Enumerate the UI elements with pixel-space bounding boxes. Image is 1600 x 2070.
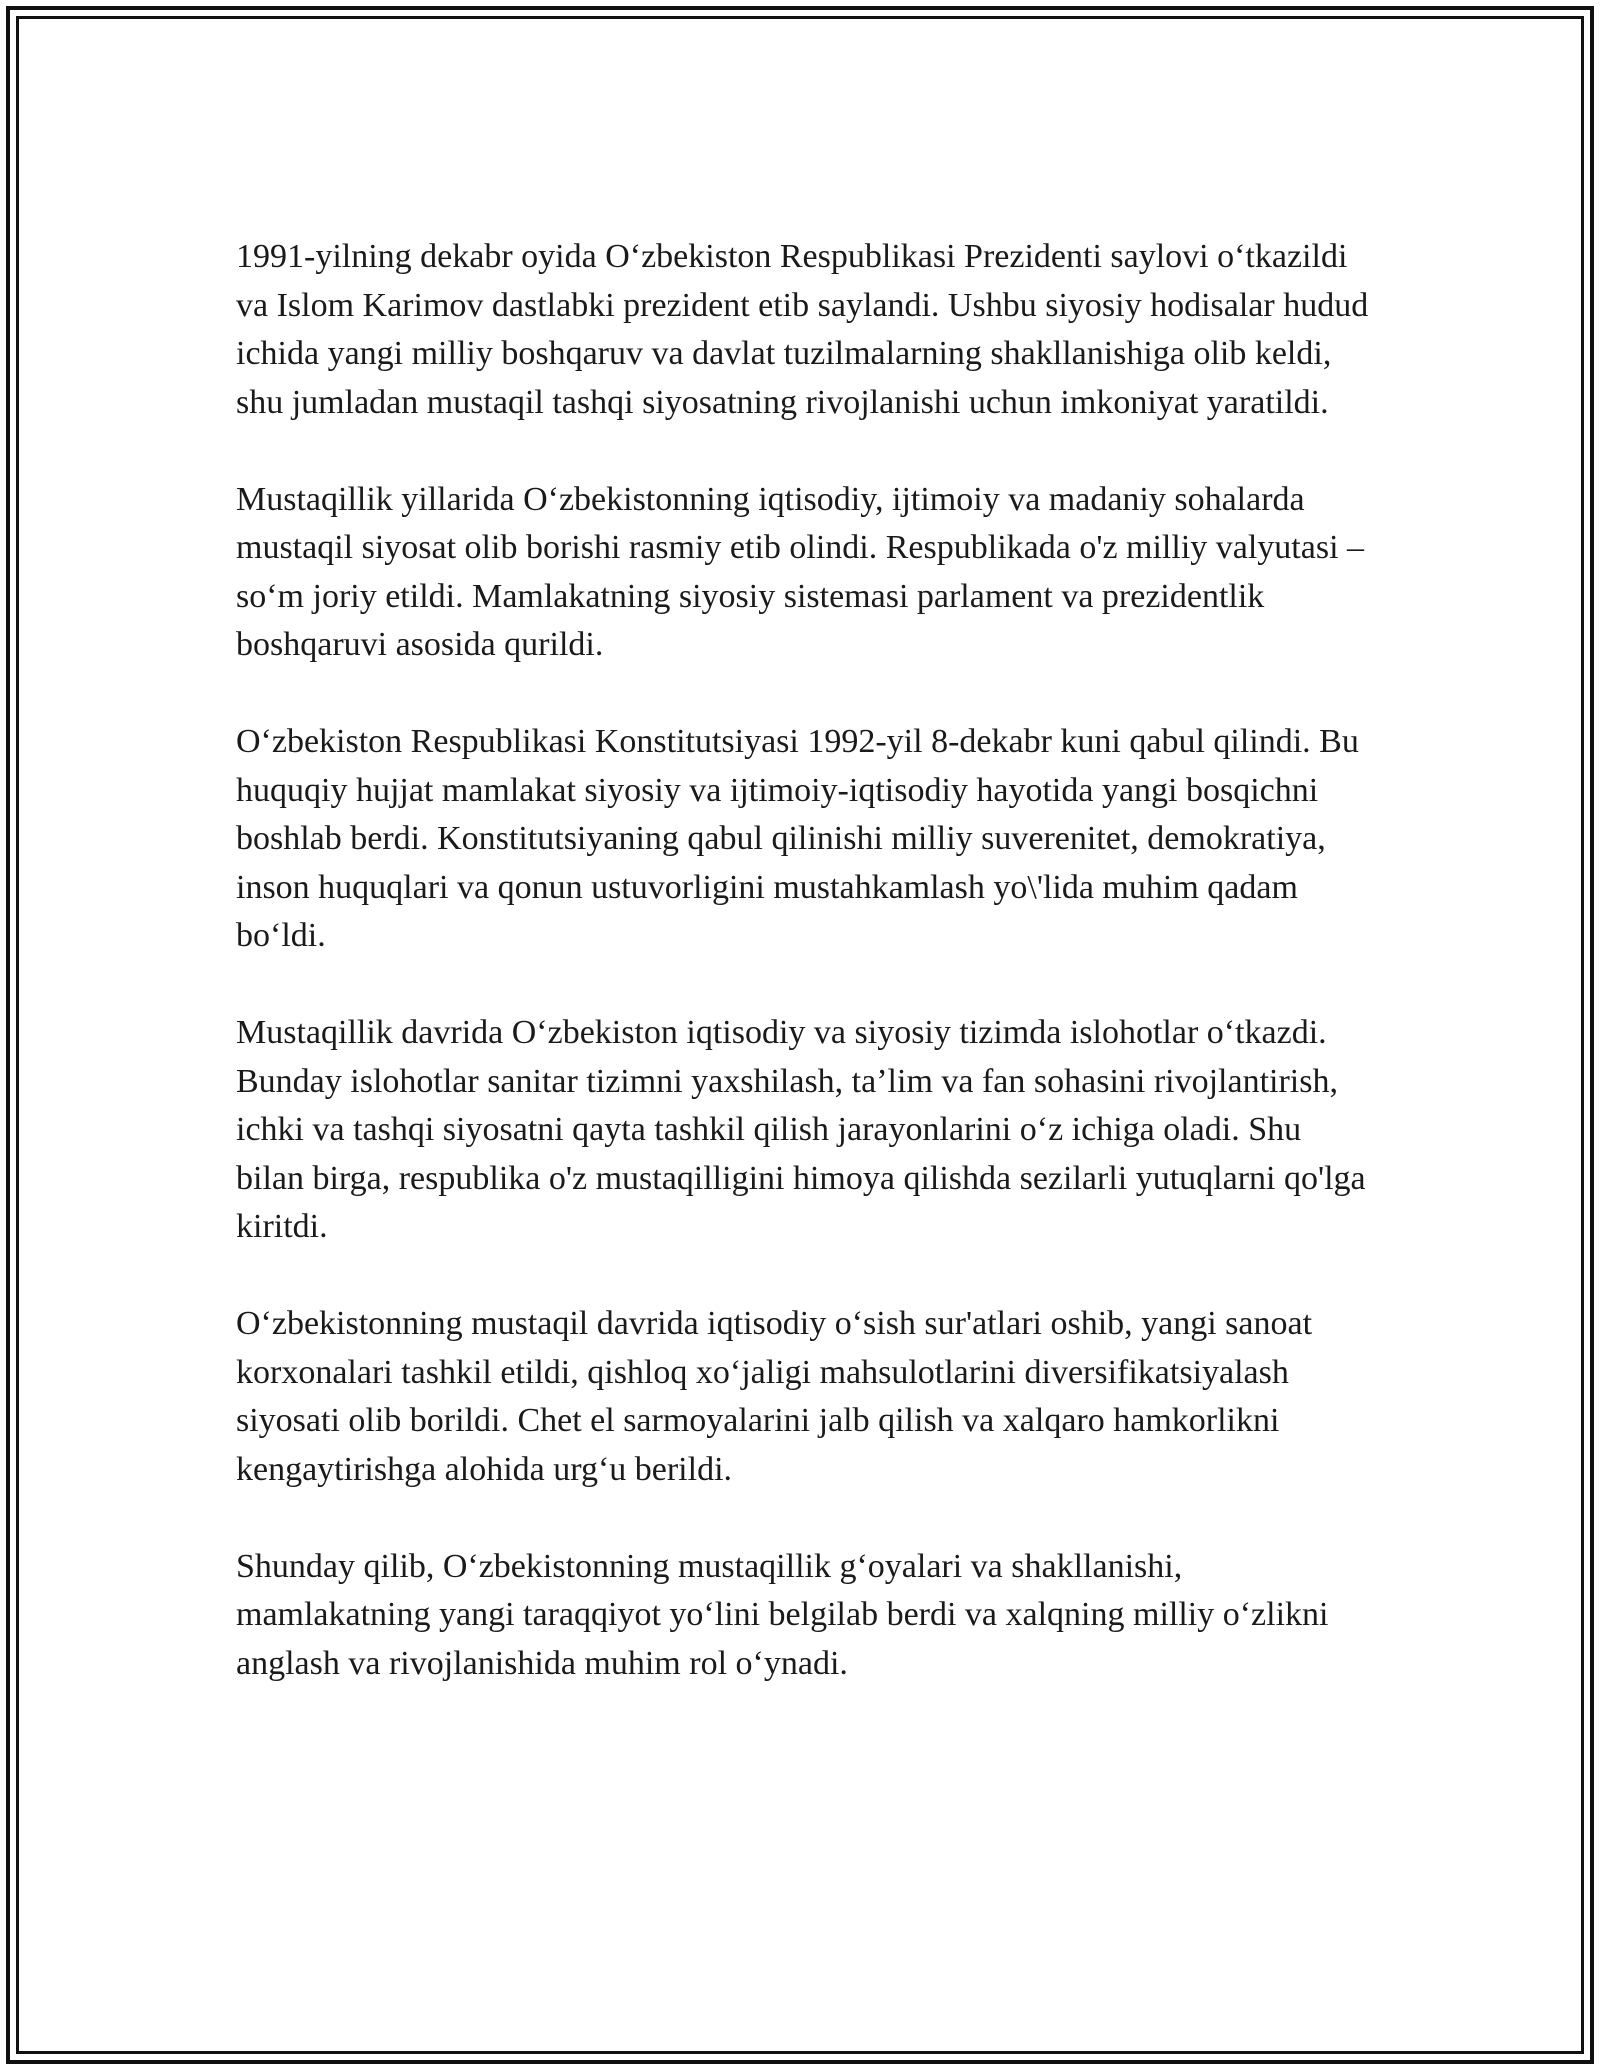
paragraph-3: O‘zbekiston Respublikasi Konstitutsiyasi 1992-yil 8-dekabr kuni qabul qilindi. Bu huquqiy hujjat mamlakat siyosiy va ijtimoiy-iqtisodiy hayotida yangi bosqichni boshlab berdi. Konstitutsiyaning qabul qilinishi milliy suverenitet, demokratiya, inson huquqlari va qonun ustuvorligini mustahkamlash yo\'lida muhim qadam bo‘ldi.: [236, 723, 1359, 954]
document-body: [236, 233, 1376, 1737]
paragraph-4: Mustaqillik davrida O‘zbekiston iqtisodiy va siyosiy tizimda islohotlar o‘tkazdi. Bunday islohotlar sanitar tizimni yaxshilash, ta’lim va fan sohasini rivojlantirish, ichki va tashqi siyosatni qayta tashkil qilish jarayonlarini o‘z ichiga oladi. Shu bilan birga, respublika o'z mustaqilligini himoya qilishda sezilarli yutuqlarni qo'lga kiritdi.: [236, 1014, 1366, 1245]
paragraph-5: O‘zbekistonning mustaqil davrida iqtisodiy o‘sish sur'atlari oshib, yangi sanoat korxonalari tashkil etildi, qishloq xo‘jaligi mahsulotlarini diversifikatsiyalash siyosati olib borildi. Chet el sarmoyalarini jalb qilish va xalqaro hamkorlikni kengaytirishga alohida urg‘u berildi.: [236, 1305, 1313, 1488]
paragraph-6: Shunday qilib, O‘zbekistonning mustaqillik g‘oyalari va shakllanishi, mamlakatning yangi taraqqiyot yo‘lini belgilab berdi va xalqning milliy o‘zlikni anglash va rivojlanishida muhim rol o‘ynadi.: [236, 1547, 1329, 1682]
paragraph-2: Mustaqillik yillarida O‘zbekistonning iqtisodiy, ijtimoiy va madaniy sohalarda mustaqil siyosat olib borishi rasmiy etib olindi. Respublikada o'z milliy valyutasi – so‘m joriy etildi. Mamlakatning siyosiy sistemasi parlament va prezidentlik boshqaruvi asosida qurildi.: [236, 480, 1365, 663]
paragraph-1: 1991-yilning dekabr oyida O‘zbekiston Respublikasi Prezidenti saylovi o‘tkazildi va Islom Karimov dastlabki prezident etib saylandi. Ushbu siyosiy hodisalar hudud ichida yangi milliy boshqaruv va davlat tuzilmalarning shakllanishiga olib keldi, shu jumladan mustaqil tashqi siyosatning rivojlanishi uchun imkoniyat yaratildi.: [236, 238, 1369, 421]
